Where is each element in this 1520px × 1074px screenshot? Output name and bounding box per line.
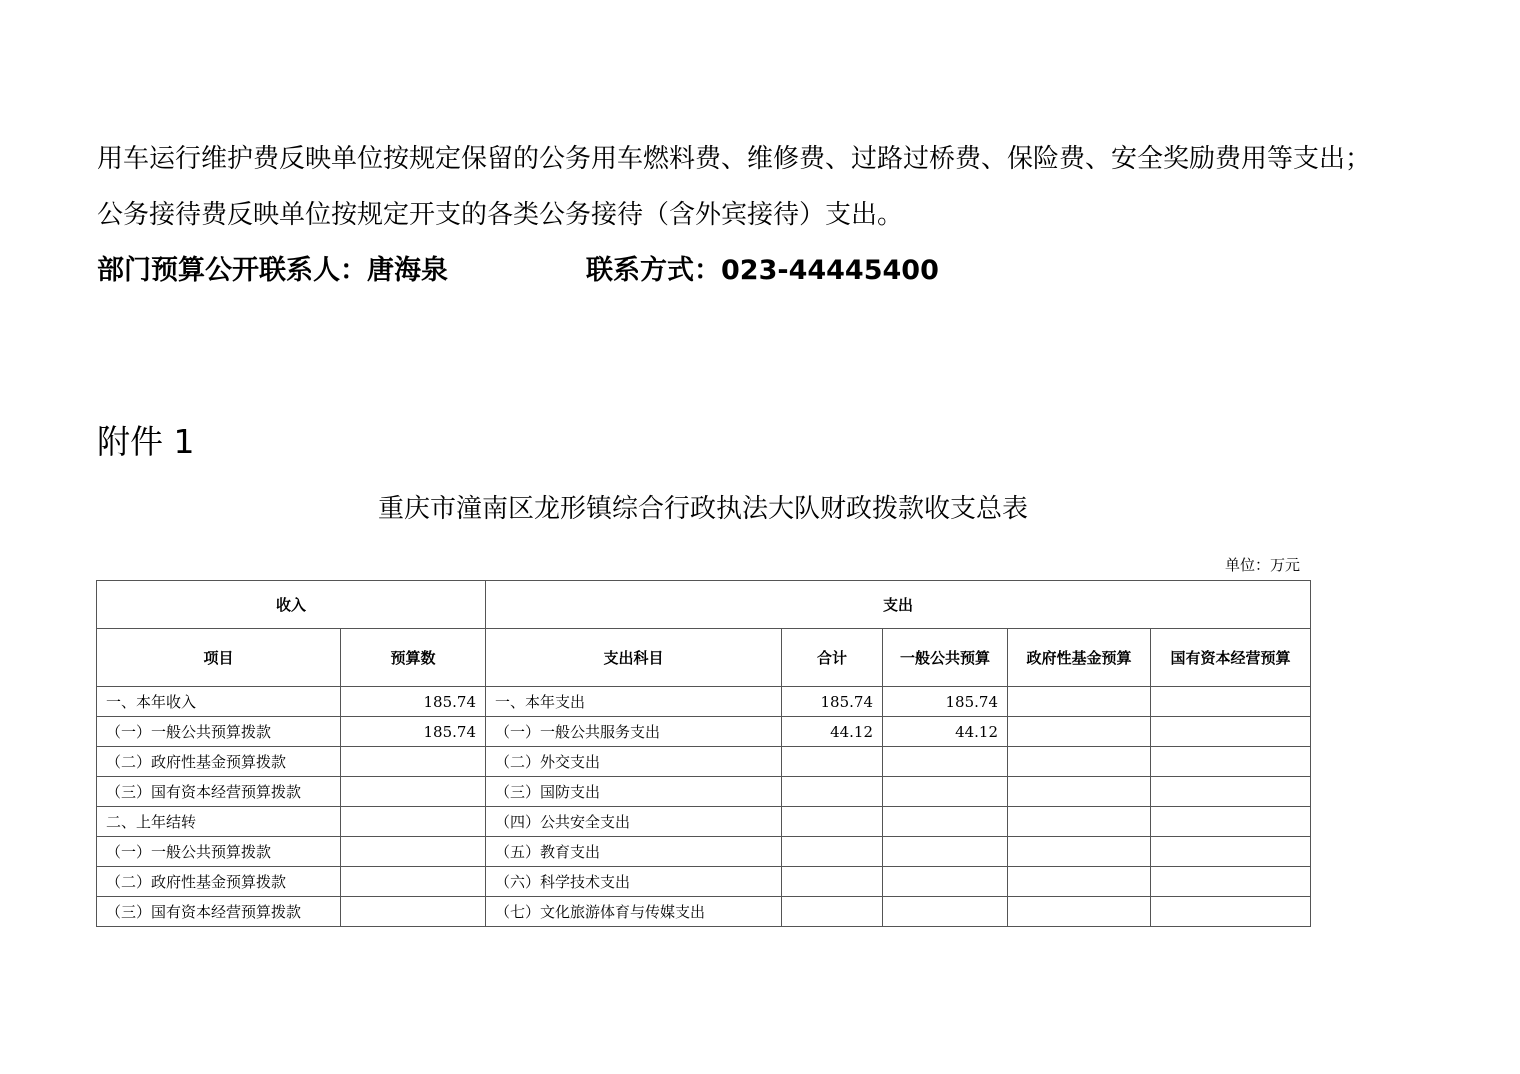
expense-general-budget bbox=[883, 747, 1008, 777]
table-row bbox=[97, 777, 1311, 807]
expense-state-capital-budget bbox=[1151, 837, 1311, 867]
expense-fund-budget bbox=[1008, 687, 1151, 717]
expense-subject: 一、本年支出 bbox=[486, 687, 782, 717]
expense-subject: （二）外交支出 bbox=[486, 747, 782, 777]
income-item: （三）国有资本经营预算拨款 bbox=[97, 777, 341, 807]
expense-general-budget bbox=[883, 777, 1008, 807]
table-row bbox=[97, 867, 1311, 897]
expense-general-budget bbox=[883, 867, 1008, 897]
table-row bbox=[97, 717, 1311, 747]
group-header-row bbox=[97, 581, 1311, 629]
table-row bbox=[97, 807, 1311, 837]
income-amount bbox=[341, 867, 486, 897]
table-row bbox=[97, 837, 1311, 867]
column-header-budget: 预算数 bbox=[341, 629, 486, 687]
income-amount bbox=[341, 837, 486, 867]
income-item: 一、本年收入 bbox=[97, 687, 341, 717]
expense-state-capital-budget bbox=[1151, 807, 1311, 837]
expense-total bbox=[782, 747, 883, 777]
expense-subject: （六）科学技术支出 bbox=[486, 867, 782, 897]
contact-phone: 联系方式：023-44445400 bbox=[586, 255, 939, 286]
expense-state-capital-budget bbox=[1151, 777, 1311, 807]
attachment-label: 附件 1 bbox=[97, 422, 195, 461]
expense-subject: （四）公共安全支出 bbox=[486, 807, 782, 837]
paragraph-reception-expense: 公务接待费反映单位按规定开支的各类公务接待（含外宾接待）支出。 bbox=[97, 200, 904, 230]
expense-state-capital-budget bbox=[1151, 747, 1311, 777]
expense-state-capital-budget bbox=[1151, 867, 1311, 897]
expense-general-budget: 44.12 bbox=[883, 717, 1008, 747]
expense-subject: （七）文化旅游体育与传媒支出 bbox=[486, 897, 782, 927]
income-amount bbox=[341, 807, 486, 837]
expense-total bbox=[782, 867, 883, 897]
income-item: （三）国有资本经营预算拨款 bbox=[97, 897, 341, 927]
expense-general-budget bbox=[883, 807, 1008, 837]
income-group-header: 收入 bbox=[97, 581, 486, 629]
income-amount bbox=[341, 747, 486, 777]
income-amount: 185.74 bbox=[341, 717, 486, 747]
expense-subject: （三）国防支出 bbox=[486, 777, 782, 807]
expense-general-budget: 185.74 bbox=[883, 687, 1008, 717]
expense-total bbox=[782, 777, 883, 807]
income-item: 二、上年结转 bbox=[97, 807, 341, 837]
expense-state-capital-budget bbox=[1151, 687, 1311, 717]
income-item: （一）一般公共预算拨款 bbox=[97, 717, 341, 747]
expense-fund-budget bbox=[1008, 807, 1151, 837]
contact-person: 部门预算公开联系人：唐海泉 bbox=[97, 255, 448, 286]
expense-state-capital-budget bbox=[1151, 897, 1311, 927]
income-amount: 185.74 bbox=[341, 687, 486, 717]
expense-total: 185.74 bbox=[782, 687, 883, 717]
expense-total bbox=[782, 807, 883, 837]
table-title: 重庆市潼南区龙形镇综合行政执法大队财政拨款收支总表 bbox=[377, 494, 1028, 524]
expense-fund-budget bbox=[1008, 717, 1151, 747]
income-item: （二）政府性基金预算拨款 bbox=[97, 867, 341, 897]
column-header-total: 合计 bbox=[782, 629, 883, 687]
income-amount bbox=[341, 777, 486, 807]
expense-total bbox=[782, 837, 883, 867]
expense-fund-budget bbox=[1008, 867, 1151, 897]
budget-table bbox=[96, 580, 1311, 927]
income-item: （二）政府性基金预算拨款 bbox=[97, 747, 341, 777]
expense-general-budget bbox=[883, 897, 1008, 927]
column-header-expense-subject: 支出科目 bbox=[486, 629, 782, 687]
expense-fund-budget bbox=[1008, 777, 1151, 807]
paragraph-vehicle-maintenance: 用车运行维护费反映单位按规定保留的公务用车燃料费、维修费、过路过桥费、保险费、安全奖励费用等支出； bbox=[97, 144, 1372, 174]
expense-state-capital-budget bbox=[1151, 717, 1311, 747]
table-row bbox=[97, 897, 1311, 927]
table-row bbox=[97, 687, 1311, 717]
unit-label: 单位：万元 bbox=[1224, 556, 1300, 574]
expense-group-header: 支出 bbox=[486, 581, 1311, 629]
expense-fund-budget bbox=[1008, 747, 1151, 777]
contact-line bbox=[97, 253, 939, 289]
column-header-general-budget: 一般公共预算 bbox=[883, 629, 1008, 687]
expense-subject: （一）一般公共服务支出 bbox=[486, 717, 782, 747]
table-row bbox=[97, 747, 1311, 777]
income-amount bbox=[341, 897, 486, 927]
expense-general-budget bbox=[883, 837, 1008, 867]
column-header-item: 项目 bbox=[97, 629, 341, 687]
expense-total bbox=[782, 897, 883, 927]
expense-fund-budget bbox=[1008, 897, 1151, 927]
expense-subject: （五）教育支出 bbox=[486, 837, 782, 867]
expense-total: 44.12 bbox=[782, 717, 883, 747]
expense-fund-budget bbox=[1008, 837, 1151, 867]
column-header-state-capital-budget: 国有资本经营预算 bbox=[1151, 629, 1311, 687]
column-header-fund-budget: 政府性基金预算 bbox=[1008, 629, 1151, 687]
income-item: （一）一般公共预算拨款 bbox=[97, 837, 341, 867]
column-header-row bbox=[97, 629, 1311, 687]
